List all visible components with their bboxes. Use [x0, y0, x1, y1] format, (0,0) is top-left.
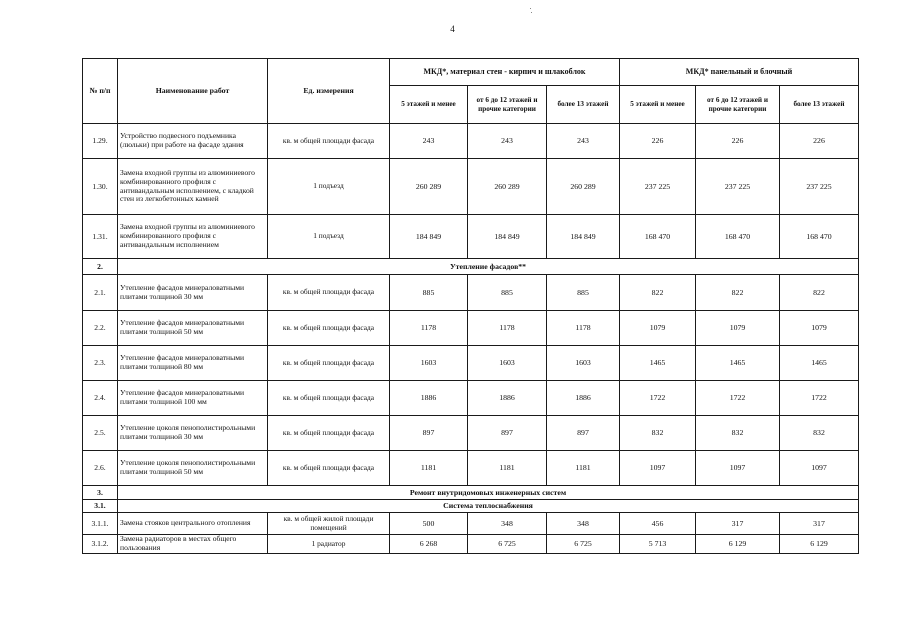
header-sub: более 13 этажей: [547, 86, 620, 124]
value-cell: 1722: [780, 381, 859, 416]
header-group-panel: МКД* панельный и блочный: [620, 59, 859, 86]
value-cell: 1603: [390, 346, 468, 381]
value-cell: 1603: [468, 346, 547, 381]
value-cell: 885: [390, 275, 468, 311]
value-cell: 885: [468, 275, 547, 311]
section-row: [83, 259, 859, 275]
row-number: 3.1.2.: [83, 535, 118, 554]
work-name: Утепление фасадов минераловатными плитами толщиной 80 мм: [118, 346, 268, 381]
row-number: 2.2.: [83, 311, 118, 346]
unit-cell: кв. м общей площади фасада: [268, 124, 390, 159]
unit-cell: кв. м общей площади фасада: [268, 451, 390, 486]
value-cell: 1079: [620, 311, 696, 346]
table-row: [83, 513, 859, 535]
value-cell: 6 129: [696, 535, 780, 554]
table-row: [83, 416, 859, 451]
work-name: Замена стояков центрального отопления: [118, 513, 268, 535]
row-number: 2.6.: [83, 451, 118, 486]
value-cell: 1722: [620, 381, 696, 416]
value-cell: 897: [468, 416, 547, 451]
value-cell: 226: [696, 124, 780, 159]
value-cell: 1181: [547, 451, 620, 486]
table-row: [83, 535, 859, 554]
value-cell: 226: [780, 124, 859, 159]
row-number: 1.29.: [83, 124, 118, 159]
unit-cell: кв. м общей площади фасада: [268, 381, 390, 416]
table-row: [83, 451, 859, 486]
value-cell: 6 129: [780, 535, 859, 554]
value-cell: 1181: [390, 451, 468, 486]
section-row: [83, 486, 859, 500]
row-number: 2.: [83, 259, 118, 275]
header-sub: 5 этажей и менее: [620, 86, 696, 124]
work-name: Утепление фасадов минераловатными плитами толщиной 100 мм: [118, 381, 268, 416]
value-cell: 168 470: [780, 215, 859, 259]
value-cell: 1178: [468, 311, 547, 346]
value-cell: 1886: [468, 381, 547, 416]
work-name: Утепление цоколя пенополистирольными плитами толщиной 50 мм: [118, 451, 268, 486]
unit-cell: кв. м общей жилой площади помещений: [268, 513, 390, 535]
value-cell: 317: [780, 513, 859, 535]
value-cell: 1603: [547, 346, 620, 381]
section-row: [83, 500, 859, 513]
value-cell: 832: [620, 416, 696, 451]
work-name: Замена входной группы из алюминиевого комбинированного профиля с антивандальным исполнением, с кладкой стен из легкобетонных камней: [118, 159, 268, 215]
section-title: Утепление фасадов**: [118, 259, 859, 275]
table-body: [83, 124, 859, 554]
value-cell: 822: [696, 275, 780, 311]
table-row: [83, 215, 859, 259]
value-cell: 897: [390, 416, 468, 451]
row-number: 2.5.: [83, 416, 118, 451]
work-name: Утепление фасадов минераловатными плитами толщиной 30 мм: [118, 275, 268, 311]
value-cell: 1097: [696, 451, 780, 486]
value-cell: 822: [780, 275, 859, 311]
value-cell: 1181: [468, 451, 547, 486]
header-sub: от 6 до 12 этажей и прочие категории: [468, 86, 547, 124]
section-title: Система теплоснабжения: [118, 500, 859, 513]
page-number: 4: [450, 24, 455, 34]
value-cell: 348: [468, 513, 547, 535]
work-name: Утепление цоколя пенополистирольными плитами толщиной 30 мм: [118, 416, 268, 451]
header-num: № п/п: [83, 59, 118, 124]
header-unit: Ед. измерения: [268, 59, 390, 124]
value-cell: 500: [390, 513, 468, 535]
value-cell: 1178: [390, 311, 468, 346]
value-cell: 260 289: [390, 159, 468, 215]
row-number: 3.: [83, 486, 118, 500]
value-cell: 1465: [696, 346, 780, 381]
value-cell: 6 268: [390, 535, 468, 554]
price-table: [82, 58, 859, 554]
value-cell: 832: [780, 416, 859, 451]
row-number: 3.1.: [83, 500, 118, 513]
row-number: 1.30.: [83, 159, 118, 215]
value-cell: 1097: [780, 451, 859, 486]
value-cell: 243: [390, 124, 468, 159]
value-cell: 237 225: [696, 159, 780, 215]
row-number: 3.1.1.: [83, 513, 118, 535]
value-cell: 1079: [780, 311, 859, 346]
value-cell: 317: [696, 513, 780, 535]
work-name: Утепление фасадов минераловатными плитами толщиной 50 мм: [118, 311, 268, 346]
value-cell: 260 289: [547, 159, 620, 215]
value-cell: 832: [696, 416, 780, 451]
value-cell: 1097: [620, 451, 696, 486]
work-name: Замена радиаторов в местах общего пользования: [118, 535, 268, 554]
work-name: Устройство подвесного подъемника (люльки) при работе на фасаде здания: [118, 124, 268, 159]
row-number: 2.4.: [83, 381, 118, 416]
value-cell: 184 849: [547, 215, 620, 259]
value-cell: 1886: [547, 381, 620, 416]
value-cell: 1465: [620, 346, 696, 381]
value-cell: 6 725: [468, 535, 547, 554]
value-cell: 1465: [780, 346, 859, 381]
header-sub: от 6 до 12 этажей и прочие категории: [696, 86, 780, 124]
value-cell: 184 849: [468, 215, 547, 259]
table-row: [83, 159, 859, 215]
value-cell: 885: [547, 275, 620, 311]
value-cell: 168 470: [620, 215, 696, 259]
scan-speck: [530, 8, 531, 9]
value-cell: 237 225: [620, 159, 696, 215]
header-group-brick: МКД*, материал стен - кирпич и шлакоблок: [390, 59, 620, 86]
unit-cell: кв. м общей площади фасада: [268, 275, 390, 311]
table-row: [83, 311, 859, 346]
value-cell: 168 470: [696, 215, 780, 259]
value-cell: 1079: [696, 311, 780, 346]
unit-cell: кв. м общей площади фасада: [268, 346, 390, 381]
value-cell: 897: [547, 416, 620, 451]
unit-cell: 1 радиатор: [268, 535, 390, 554]
header-sub: 5 этажей и менее: [390, 86, 468, 124]
table-row: [83, 381, 859, 416]
value-cell: 5 713: [620, 535, 696, 554]
unit-cell: 1 подъезд: [268, 215, 390, 259]
value-cell: 184 849: [390, 215, 468, 259]
unit-cell: кв. м общей площади фасада: [268, 416, 390, 451]
value-cell: 243: [468, 124, 547, 159]
unit-cell: 1 подъезд: [268, 159, 390, 215]
value-cell: 348: [547, 513, 620, 535]
value-cell: 243: [547, 124, 620, 159]
table-header: [83, 59, 859, 124]
row-number: 1.31.: [83, 215, 118, 259]
row-number: 2.3.: [83, 346, 118, 381]
value-cell: 822: [620, 275, 696, 311]
header-sub: более 13 этажей: [780, 86, 859, 124]
table-row: [83, 346, 859, 381]
work-name: Замена входной группы из алюминиевого комбинированного профиля с антивандальным исполнением: [118, 215, 268, 259]
table-row: [83, 124, 859, 159]
value-cell: 237 225: [780, 159, 859, 215]
header-name: Наименование работ: [118, 59, 268, 124]
value-cell: 226: [620, 124, 696, 159]
value-cell: 1722: [696, 381, 780, 416]
value-cell: 1886: [390, 381, 468, 416]
value-cell: 260 289: [468, 159, 547, 215]
value-cell: 1178: [547, 311, 620, 346]
section-title: Ремонт внутридомовых инженерных систем: [118, 486, 859, 500]
unit-cell: кв. м общей площади фасада: [268, 311, 390, 346]
table-row: [83, 275, 859, 311]
value-cell: 6 725: [547, 535, 620, 554]
scan-speck: [531, 12, 532, 13]
row-number: 2.1.: [83, 275, 118, 311]
value-cell: 456: [620, 513, 696, 535]
